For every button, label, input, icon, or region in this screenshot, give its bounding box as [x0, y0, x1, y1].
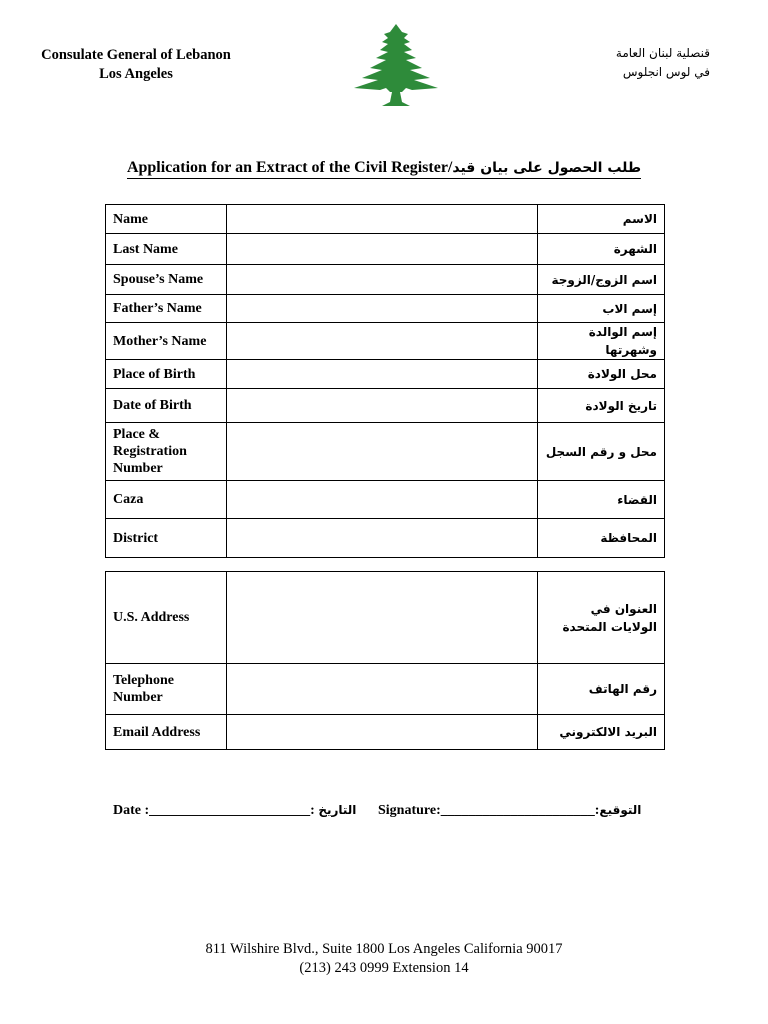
form-title-arabic: طلب الحصول على بيان قيد — [452, 160, 642, 176]
consulate-name-arabic-line1: قنصلية لبنان العامة — [615, 46, 710, 60]
district-input-cell[interactable] — [227, 519, 538, 558]
personal-info-table — [105, 204, 665, 558]
last-name-input-cell[interactable] — [227, 234, 538, 265]
footer-phone: (213) 243 0999 Extension 14 — [299, 960, 469, 976]
name-input-cell[interactable] — [227, 205, 538, 234]
row-label-english: District — [106, 519, 227, 558]
row-label-arabic: العنوان في الولايات المتحدة — [538, 572, 665, 664]
mother-name-input-cell[interactable] — [227, 323, 538, 360]
row-label-english: Spouse’s Name — [106, 265, 227, 295]
registration-number-input-cell[interactable] — [227, 423, 538, 481]
date-label: Date :_______________________: — [113, 803, 319, 818]
footer-street-address: 811 Wilshire Blvd., Suite 1800 Los Angeles California 90017 — [205, 941, 563, 957]
table-row — [106, 519, 665, 558]
row-label-english: Last Name — [106, 234, 227, 265]
table-row — [106, 360, 665, 389]
table-row — [106, 664, 665, 715]
consulate-city-line2: Los Angeles — [99, 66, 173, 82]
table-row — [106, 389, 665, 423]
date-line[interactable] — [113, 803, 356, 819]
row-label-arabic: اسم الزوج/الزوجة — [538, 265, 665, 295]
row-label-arabic: محل الولادة — [538, 360, 665, 389]
row-label-arabic: البريد الالكتروني — [538, 715, 665, 750]
spouse-name-input-cell[interactable] — [227, 265, 538, 295]
row-label-english: Place of Birth — [106, 360, 227, 389]
row-label-english: Date of Birth — [106, 389, 227, 423]
footer-address — [0, 940, 768, 978]
row-label-english: Place & Registration Number — [106, 423, 227, 481]
table-row — [106, 265, 665, 295]
table-row — [106, 423, 665, 481]
row-label-english: Name — [106, 205, 227, 234]
row-label-english: Mother’s Name — [106, 323, 227, 360]
form-title-english: Application for an Extract of the Civil Register/ — [126, 159, 453, 176]
row-label-arabic: تاريخ الولادة — [538, 389, 665, 423]
table-row — [106, 205, 665, 234]
row-label-arabic: الشهرة — [538, 234, 665, 265]
row-label-arabic: رقم الهاتف — [538, 664, 665, 715]
consulate-name-arabic — [560, 44, 710, 82]
telephone-input-cell[interactable] — [227, 664, 538, 715]
us-address-input-cell[interactable] — [227, 572, 538, 664]
consulate-name-line1: Consulate General of Lebanon — [41, 47, 231, 63]
father-name-input-cell[interactable] — [227, 295, 538, 323]
table-row — [106, 715, 665, 750]
consulate-name-english — [30, 46, 242, 84]
row-label-arabic: الاسم — [538, 205, 665, 234]
email-input-cell[interactable] — [227, 715, 538, 750]
signature-label: Signature:______________________: — [378, 803, 600, 818]
table-row — [106, 323, 665, 360]
row-label-arabic: إسم الوالدة وشهرتها — [538, 323, 665, 360]
signature-label-arabic: التوقيع — [599, 803, 642, 817]
row-label-arabic: محل و رقم السجل — [538, 423, 665, 481]
table-row — [106, 481, 665, 519]
row-label-english: Telephone Number — [106, 664, 227, 715]
row-label-arabic: القضاء — [538, 481, 665, 519]
contact-info-table — [105, 571, 665, 750]
form-title — [0, 158, 768, 179]
row-label-english: Email Address — [106, 715, 227, 750]
row-label-arabic: إسم الاب — [538, 295, 665, 323]
date-label-arabic: التاريخ — [318, 803, 357, 817]
caza-input-cell[interactable] — [227, 481, 538, 519]
table-row — [106, 234, 665, 265]
consulate-city-arabic-line2: في لوس انجلوس — [622, 65, 710, 79]
place-of-birth-input-cell[interactable] — [227, 360, 538, 389]
row-label-english: Father’s Name — [106, 295, 227, 323]
row-label-english: Caza — [106, 481, 227, 519]
date-of-birth-input-cell[interactable] — [227, 389, 538, 423]
signature-line[interactable] — [378, 803, 641, 819]
form-title-underlined — [127, 158, 641, 179]
row-label-arabic: المحافظة — [538, 519, 665, 558]
table-row — [106, 572, 665, 664]
lebanese-cedar-icon — [350, 22, 442, 108]
row-label-english: U.S. Address — [106, 572, 227, 664]
table-row — [106, 295, 665, 323]
